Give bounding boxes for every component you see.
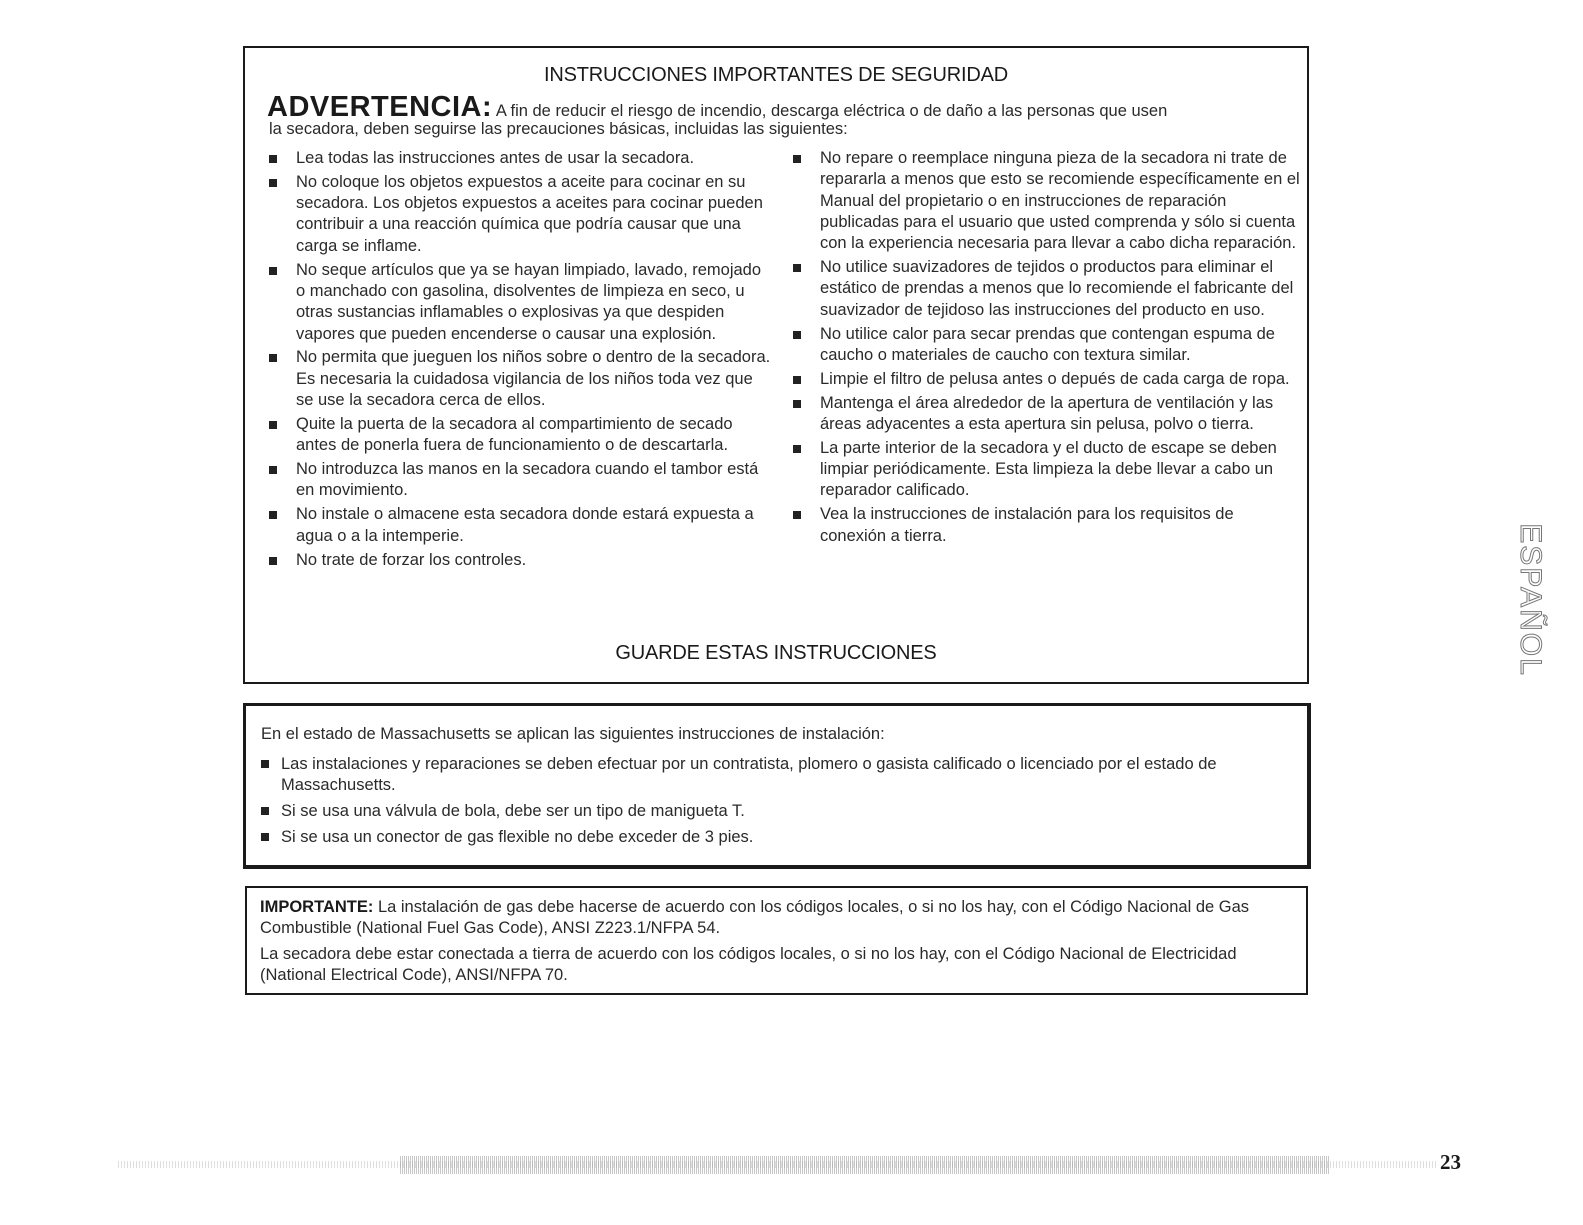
bullet-icon <box>269 179 277 187</box>
bullet-icon <box>269 511 277 519</box>
bullet-icon <box>793 155 801 163</box>
list-item: No instale o almacene esta secadora donde estará expuesta a agua o a la intemperie. <box>267 504 772 547</box>
warning-word: ADVERTENCIA: <box>267 91 493 123</box>
massachusetts-box <box>243 703 1311 869</box>
list-item: Mantenga el área alrededor de la apertura de ventilación y las áreas adyacentes a esta apertura sin pelusa, polvo o tierra. <box>791 393 1301 436</box>
bullet-icon <box>269 267 277 275</box>
warning-text: A fin de reducir el riesgo de incendio, descarga eléctrica o de daño a las personas que usen <box>495 102 1168 120</box>
safety-title: INSTRUCCIONES IMPORTANTES DE SEGURIDAD <box>544 64 1008 86</box>
list-item: No coloque los objetos expuestos a aceite para cocinar en su secadora. Los objetos expuestos a aceites para cocinar pueden contribuir a una reacción química que podría causar que una carga se inflame. <box>267 172 772 257</box>
important-paragraph-electric: La secadora debe estar conectada a tierra de acuerdo con los códigos locales, o si no los hay, con el Código Nacional de Electricidad (National Electrical Code), ANSI/NFPA 70. <box>260 945 1237 984</box>
bullet-icon <box>261 833 269 841</box>
safety-list-left <box>267 148 772 573</box>
list-item: Quite la puerta de la secadora al compartimiento de secado antes de ponerla fuera de funcionamiento o de descartarla. <box>267 414 772 457</box>
massachusetts-list <box>261 754 1291 853</box>
bullet-icon <box>269 155 277 163</box>
important-label: IMPORTANTE: <box>260 898 374 916</box>
safety-instructions-box <box>243 46 1309 684</box>
save-instructions-title: GUARDE ESTAS INSTRUCCIONES <box>615 642 937 664</box>
footer-halftone-band <box>400 1156 1330 1174</box>
page-number: 23 <box>1440 1150 1461 1174</box>
list-item: No repare o reemplace ninguna pieza de la secadora ni trate de repararla a menos que esto se recomiende específicamente en el Manual del propietario o en instrucciones de reparación publicadas para el usuario que usted comprenda y sólo si cuenta con la experiencia necesaria para llevar a cabo dicha reparación. <box>791 148 1301 254</box>
list-item: No utilice calor para secar prendas que contengan espuma de caucho o materiales de caucho con textura similar. <box>791 324 1301 367</box>
list-item: No introduzca las manos en la secadora cuando el tambor está en movimiento. <box>267 459 772 502</box>
important-box <box>245 886 1308 995</box>
language-side-tab <box>1512 523 1548 677</box>
list-item: No trate de forzar los controles. <box>267 550 772 571</box>
list-item: No permita que jueguen los niños sobre o dentro de la secadora. Es necesaria la cuidadosa vigilancia de los niños toda vez que se use la secadora cerca de ellos. <box>267 347 772 411</box>
massachusetts-intro: En el estado de Massachusetts se aplican las siguientes instrucciones de instalación: <box>261 725 885 743</box>
list-item: Si se usa un conector de gas flexible no debe exceder de 3 pies. <box>261 827 1291 848</box>
bullet-icon <box>793 331 801 339</box>
list-item: Lea todas las instrucciones antes de usar la secadora. <box>267 148 772 169</box>
bullet-icon <box>793 511 801 519</box>
bullet-icon <box>269 421 277 429</box>
list-item: Vea la instrucciones de instalación para los requisitos de conexión a tierra. <box>791 504 1301 547</box>
list-item: No seque artículos que ya se hayan limpiado, lavado, remojado o manchado con gasolina, disolventes de limpieza en seco, u otras sustancias inflamables o explosivas ya que despiden vapores que pueden encenderse o causar una explosión. <box>267 260 772 345</box>
warning-text-continued: la secadora, deben seguirse las precauciones básicas, incluidas las siguientes: <box>269 120 848 138</box>
list-item: No utilice suavizadores de tejidos o productos para eliminar el estático de prendas a menos que lo recomiende el fabricante del suavizador de tejidoso las instrucciones del producto en uso. <box>791 257 1301 321</box>
bullet-icon <box>269 557 277 565</box>
language-tab-label: ESPAÑOL <box>1514 523 1547 677</box>
bullet-icon <box>793 376 801 384</box>
list-item: La parte interior de la secadora y el ducto de escape se deben limpiar periódicamente. Esta limpieza la debe llevar a cabo un reparador calificado. <box>791 438 1301 502</box>
list-item: Las instalaciones y reparaciones se deben efectuar por un contratista, plomero o gasista calificado o licenciado por el estado de Massachusetts. <box>261 754 1291 796</box>
list-item: Si se usa una válvula de bola, debe ser un tipo de manigueta T. <box>261 801 1291 822</box>
bullet-icon <box>793 264 801 272</box>
bullet-icon <box>269 354 277 362</box>
bullet-icon <box>261 807 269 815</box>
bullet-icon <box>269 466 277 474</box>
list-item: Limpie el filtro de pelusa antes o depués de cada carga de ropa. <box>791 369 1301 390</box>
important-paragraph-gas <box>260 897 1295 938</box>
bullet-icon <box>793 400 801 408</box>
safety-list-right <box>791 148 1301 550</box>
bullet-icon <box>261 760 269 768</box>
important-text-gas: La instalación de gas debe hacerse de acuerdo con los códigos locales, o si no los hay, con el Código Nacional de Gas Combustible (National Fuel Gas Code), ANSI Z223.1/NFPA 54. <box>260 898 1250 937</box>
bullet-icon <box>793 445 801 453</box>
